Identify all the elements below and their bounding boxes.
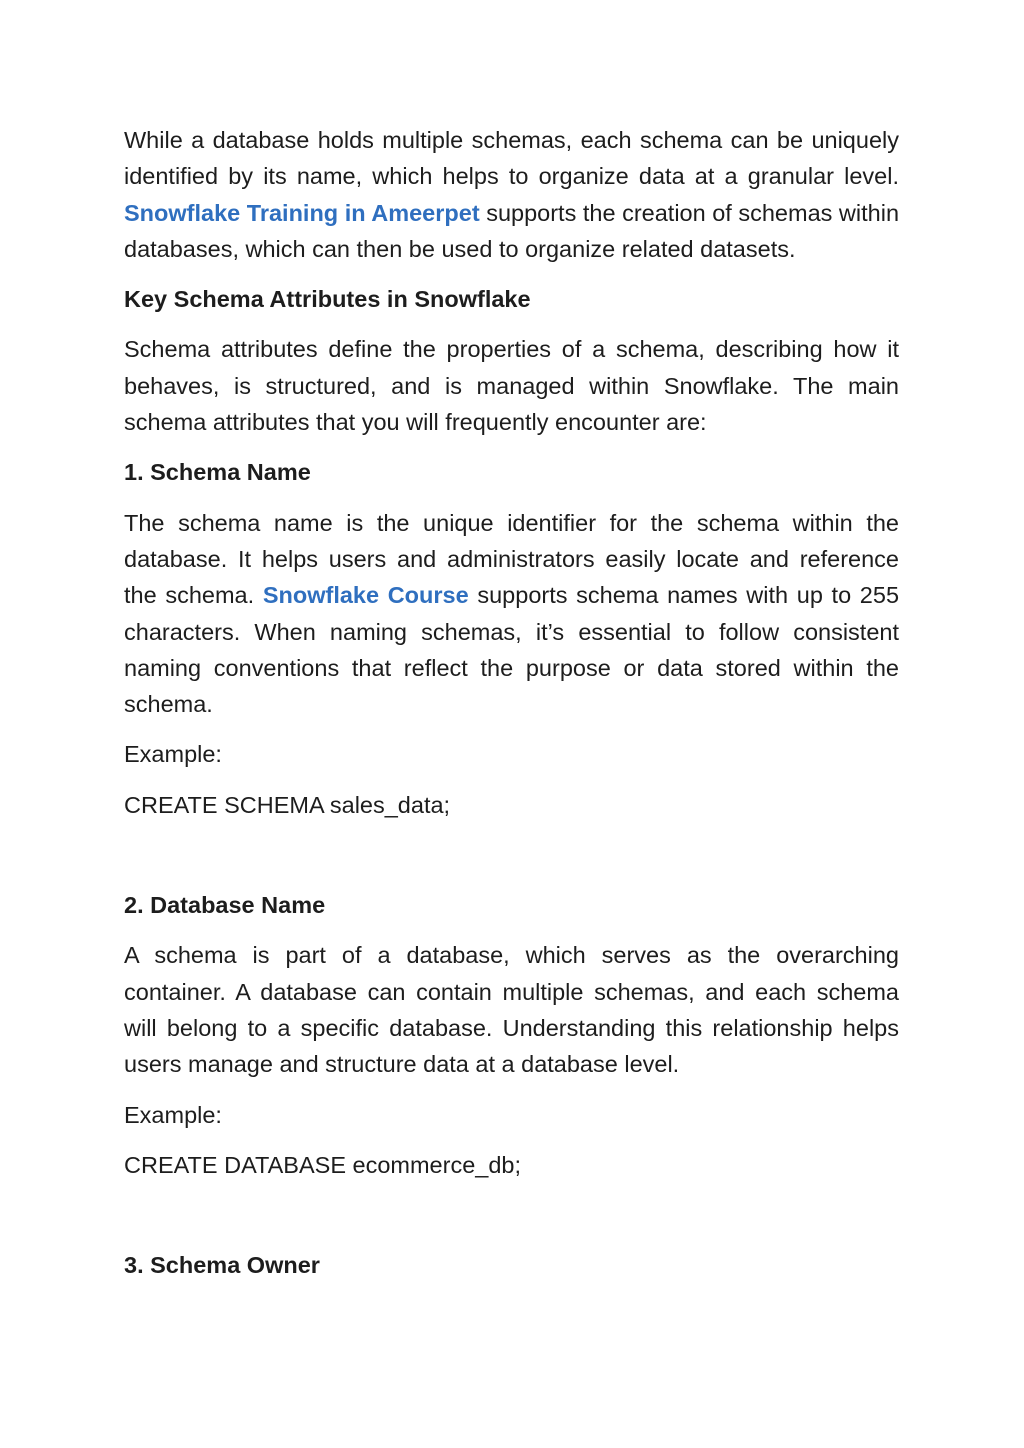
schema-example-label: Example: — [124, 741, 222, 768]
schema-name-paragraph — [124, 505, 899, 723]
snowflake-course-link[interactable]: Snowflake Course — [262, 582, 469, 609]
document-page — [124, 122, 899, 1297]
database-example-code: CREATE DATABASE ecommerce_db; — [124, 1151, 522, 1178]
snowflake-training-link[interactable]: Snowflake Training in Ameerpet — [124, 199, 480, 226]
section-spacer — [124, 837, 899, 887]
database-example-label: Example: — [124, 1101, 222, 1128]
schema-name-text: The schema name is the unique identifier for the schema within the database. It helps users and administrators easily locate and reference the schema. — [124, 509, 899, 609]
schema-owner-heading: 3. Schema Owner — [124, 1252, 320, 1279]
key-attributes-paragraph: Schema attributes define the properties of a schema, describing how it behaves, is structured, and is managed within Snowflake. The main schema attributes that you will frequently encounter are: — [124, 336, 899, 436]
schema-name-heading: 1. Schema Name — [124, 459, 311, 486]
database-name-heading: 2. Database Name — [124, 892, 326, 919]
section-spacer — [124, 1197, 899, 1247]
intro-text: While a database holds multiple schemas, each schema can be uniquely identified by its name, which helps to organize data at a granular level. — [124, 127, 899, 190]
key-attributes-heading: Key Schema Attributes in Snowflake — [124, 286, 531, 313]
schema-example-code: CREATE SCHEMA sales_data; — [124, 791, 451, 818]
intro-text-continued: supports the creation of schemas within databases, which can then be used to organize related datasets. — [124, 199, 900, 262]
schema-name-text-continued: supports schema names with up to 255 characters. When naming schemas, it’s essential to follow consistent naming conventions that reflect the purpose or data stored within the schema. — [124, 582, 900, 718]
database-name-paragraph: A schema is part of a database, which serves as the overarching container. A database can contain multiple schemas, and each schema will belong to a specific database. Understanding this relationship helps users manage and structure data at a database level. — [124, 942, 899, 1078]
intro-paragraph — [124, 122, 899, 267]
